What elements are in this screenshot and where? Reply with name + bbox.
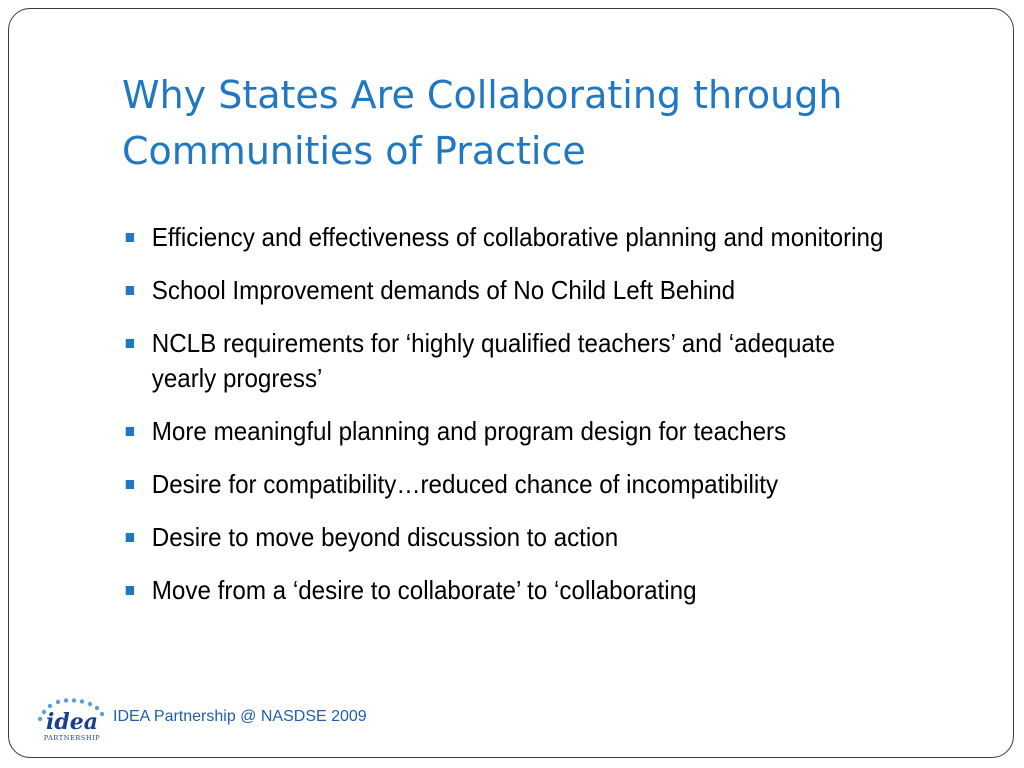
bullet-text: School Improvement demands of No Child Left Behind (151, 275, 736, 305)
footer-text: IDEA Partnership @ NASDSE 2009 (113, 708, 367, 725)
slide-title (122, 67, 982, 179)
square-bullet-icon (126, 233, 134, 242)
bullet-text: Efficiency and effectiveness of collaborative planning and monitoring (151, 222, 884, 252)
bullet-item (122, 273, 903, 308)
slide-frame (8, 8, 1014, 758)
bullet-item (122, 326, 903, 396)
square-bullet-icon (126, 533, 134, 542)
bullet-text: Desire for compatibility…reduced chance of incompatibility (151, 469, 779, 499)
bullet-item (122, 220, 903, 255)
bullet-item (122, 414, 903, 449)
bullet-item (122, 573, 903, 608)
bullet-text: Desire to move beyond discussion to action (151, 522, 619, 552)
bullet-item (122, 467, 903, 502)
square-bullet-icon (126, 427, 134, 436)
logo-wordmark: idea (46, 709, 98, 735)
bullet-item (122, 520, 903, 555)
idea-partnership-logo (34, 698, 110, 744)
bullet-text: More meaningful planning and program design for teachers (151, 416, 787, 446)
bullet-list (122, 220, 962, 626)
slide-title-line-1: Why States Are Collaborating through (122, 73, 843, 117)
logo-subtext: PARTNERSHIP (43, 734, 101, 742)
square-bullet-icon (126, 480, 134, 489)
slide-title-line-2: Communities of Practice (122, 129, 586, 173)
bullet-text: NCLB requirements for ‘highly qualified teachers’ and ‘adequate yearly progress’ (151, 328, 836, 393)
square-bullet-icon (126, 286, 134, 295)
bullet-text: Move from a ‘desire to collaborate’ to ‘collaborating (151, 575, 697, 605)
square-bullet-icon (126, 339, 134, 348)
square-bullet-icon (126, 586, 134, 595)
